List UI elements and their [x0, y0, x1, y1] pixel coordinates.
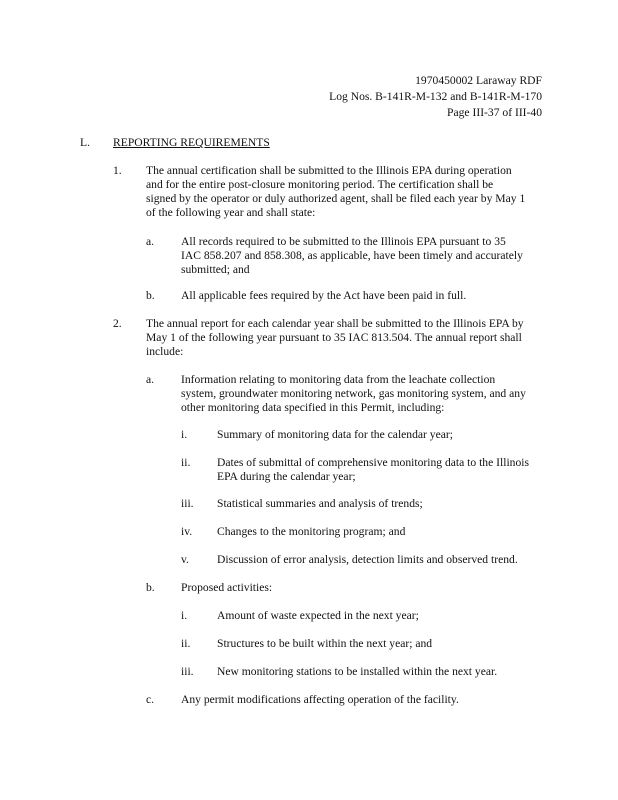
subitem-label: b.: [146, 289, 155, 302]
subitem-1b-text: All applicable fees required by the Act have been paid in full.: [181, 289, 467, 302]
item-1-text: [146, 164, 525, 220]
roman-label: ii.: [181, 456, 191, 469]
text-line: The annual report for each calendar year shall be submitted to the Illinois EPA by: [146, 317, 524, 330]
roman-label: ii.: [181, 637, 191, 650]
text-line: Dates of submittal of comprehensive monitoring data to the Illinois: [217, 456, 530, 469]
subitem-label: a.: [146, 235, 155, 248]
roman-label: i.: [181, 428, 188, 441]
text-line: The annual certification shall be submitted to the Illinois EPA during operation: [146, 164, 512, 177]
section-title: REPORTING REQUIREMENTS: [113, 136, 270, 149]
subitem-2b-text: Proposed activities:: [181, 581, 273, 594]
roman-text: Statistical summaries and analysis of trends;: [217, 497, 423, 510]
header-log-numbers: Log Nos. B-141R-M-132 and B-141R-M-170: [329, 90, 542, 103]
text-line: EPA during the calendar year;: [217, 470, 356, 483]
roman-text: Amount of waste expected in the next year;: [217, 609, 419, 622]
subitem-label: a.: [146, 373, 155, 386]
roman-label: iv.: [181, 525, 193, 538]
roman-text: Changes to the monitoring program; and: [217, 525, 406, 538]
subitem-label: c.: [146, 693, 155, 706]
roman-text: New monitoring stations to be installed within the next year.: [217, 665, 498, 678]
text-line: system, groundwater monitoring network, gas monitoring system, and any: [181, 387, 526, 400]
text-line: of the following year and shall state:: [146, 206, 316, 219]
roman-label: i.: [181, 609, 188, 622]
subitem-label: b.: [146, 581, 155, 594]
subitem-1a-text: [181, 235, 523, 277]
subitem-2c-text: Any permit modifications affecting operation of the facility.: [181, 693, 459, 706]
roman-label: iii.: [181, 665, 194, 678]
text-line: Information relating to monitoring data from the leachate collection: [181, 373, 496, 386]
roman-label: v.: [181, 553, 189, 566]
header-page-number: Page III-37 of III-40: [447, 106, 542, 119]
header-facility-id: 1970450002 Laraway RDF: [415, 74, 542, 87]
roman-text: Discussion of error analysis, detection limits and observed trend.: [217, 553, 518, 566]
roman-label: iii.: [181, 497, 194, 510]
roman-text: Summary of monitoring data for the calendar year;: [217, 428, 453, 441]
text-line: and for the entire post-closure monitoring period. The certification shall be: [146, 178, 494, 191]
text-line: IAC 858.207 and 858.308, as applicable, have been timely and accurately: [181, 249, 523, 262]
text-line: May 1 of the following year pursuant to 35 IAC 813.504. The annual report shall: [146, 331, 522, 344]
roman-text: [217, 456, 529, 484]
text-line: other monitoring data specified in this Permit, including:: [181, 401, 445, 414]
text-line: signed by the operator or duly authorized agent, shall be filed each year by May 1: [146, 192, 526, 205]
text-line: submitted; and: [181, 263, 250, 276]
roman-text: Structures to be built within the next year; and: [217, 637, 433, 650]
subitem-2a-text: [181, 373, 526, 415]
item-number: 1.: [113, 164, 122, 177]
item-number: 2.: [113, 317, 122, 330]
text-line: All records required to be submitted to the Illinois EPA pursuant to 35: [181, 235, 506, 248]
section-letter: L.: [80, 136, 90, 149]
item-2-text: [146, 317, 524, 359]
text-line: include:: [146, 345, 184, 358]
